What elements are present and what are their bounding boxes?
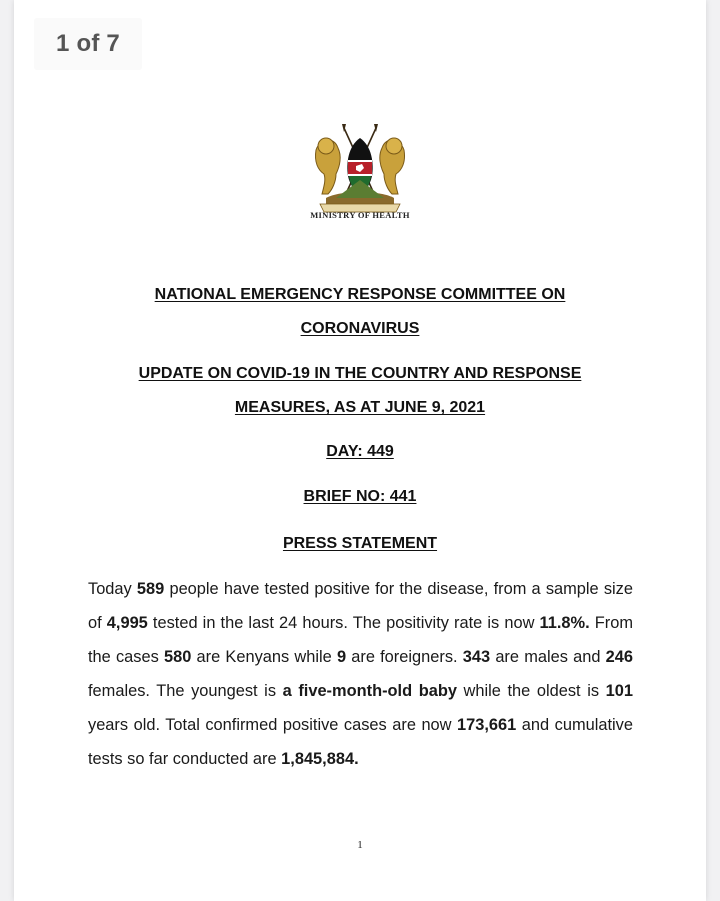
body-text: tested in the last 24 hours. The positivity rate is now <box>147 613 540 632</box>
foreigner-cases: 9 <box>336 647 347 666</box>
press-statement-heading: PRESS STATEMENT <box>282 535 438 552</box>
body-text: people have tested positive for the disease, from a sample size of <box>88 580 633 632</box>
press-statement-paragraph <box>88 573 633 776</box>
update-heading-line2: MEASURES, AS AT JUNE 9, 2021 <box>234 399 486 416</box>
oldest-case-age: 101 <box>605 681 633 700</box>
body-text: are Kenyans while <box>191 647 337 666</box>
ministry-name: MINISTRY OF HEALTH <box>310 210 410 220</box>
kenya-coat-of-arms-icon <box>306 120 414 220</box>
page-number: 1 <box>357 839 363 851</box>
body-text: are foreigners. <box>346 647 463 666</box>
body-text: females. The youngest is <box>88 681 283 700</box>
body-text: are males and <box>490 647 606 666</box>
kenyan-cases: 580 <box>163 647 192 666</box>
youngest-case: a five-month-old baby <box>282 681 457 700</box>
positive-cases-count: 589 <box>136 580 165 598</box>
committee-heading-line2: CORONAVIRUS <box>300 320 420 337</box>
body-text: while the oldest is <box>456 681 606 700</box>
male-cases: 343 <box>462 647 491 666</box>
body-text: and cumulative tests so far conducted are <box>88 715 633 768</box>
positivity-rate: 11.8%. <box>539 613 590 632</box>
total-confirmed-cases: 173,661 <box>457 715 517 734</box>
document-page <box>14 0 706 901</box>
page-indicator <box>34 18 142 70</box>
committee-heading-line1: NATIONAL EMERGENCY RESPONSE COMMITTEE ON <box>154 286 566 303</box>
cumulative-tests: 1,845,884. <box>281 749 359 768</box>
body-text: years old. Total confirmed positive cases are now <box>88 715 458 734</box>
page-indicator-label: 1 of 7 <box>56 30 120 57</box>
female-cases: 246 <box>605 647 633 666</box>
body-text: From the cases <box>88 613 634 666</box>
sample-size: 4,995 <box>106 613 148 632</box>
update-heading-line1: UPDATE ON COVID-19 IN THE COUNTRY AND RESPONSE <box>138 365 582 382</box>
body-text: Today <box>88 580 137 598</box>
day-heading: DAY: 449 <box>326 443 394 460</box>
brief-number-heading: BRIEF NO: 441 <box>303 488 417 505</box>
